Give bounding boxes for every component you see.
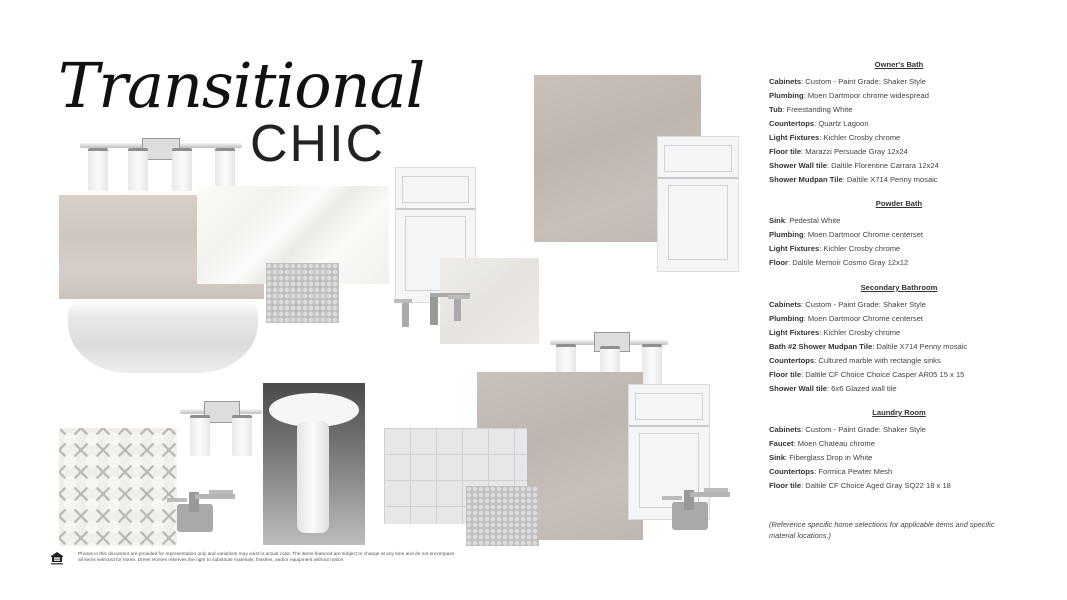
- spec-row: Shower Mudpan Tile: Daltile X714 Penny mosaic: [769, 175, 938, 184]
- spec-row: Floor tile: Marazzi Persuade Gray 12x24: [769, 147, 908, 156]
- section-heading: Owner's Bath: [874, 60, 924, 69]
- spec-row: Floor tile: Daltile CF Choice Choice Casper AR05 15 x 15: [769, 370, 965, 379]
- spec-row: Shower Wall tile: 6x6 Glazed wall tile: [769, 384, 897, 393]
- section-heading: Secondary Bathroom: [860, 283, 938, 292]
- pedestal-sink-image: [263, 383, 365, 545]
- centerset-faucet-image: [660, 482, 735, 534]
- section-heading: Laundry Room: [872, 408, 926, 417]
- freestanding-tub-image: [68, 303, 258, 373]
- powder-bath-specs: [769, 197, 1029, 270]
- laundry-room-specs: [769, 406, 1029, 493]
- spec-row: Tub: Freestanding White: [769, 105, 853, 114]
- owners-bath-specs: [769, 58, 1029, 187]
- spec-row: Shower Wall tile: Daltile Florentine Carrara 12x24: [769, 161, 939, 170]
- spec-row: Plumbing: Moen Dartmoor Chrome centerset: [769, 314, 924, 323]
- vanity-light-2-fixture: [180, 401, 262, 455]
- spec-row: Light Fixtures: Kichler Crosby chrome: [769, 133, 901, 142]
- centerset-faucet-image-2: [165, 484, 240, 536]
- section-heading: Powder Bath: [875, 199, 923, 208]
- disclaimer-text: Photos in this document are provided for representation only and variations may exist in actual color. The items featured are subject to change at any time and do not encompass all items selected for home. Drees Homes reserves the right to substitute materials, finishes, and/or equipment without notice.: [78, 552, 455, 563]
- vanity-light-4-fixture: [80, 138, 242, 190]
- spec-row: Cabinets: Custom - Paint Grade: Shaker Style: [769, 77, 927, 86]
- spec-row: Countertops: Formica Pewter Mesh: [769, 467, 893, 476]
- spec-row: Cabinets: Custom - Paint Grade: Shaker Style: [769, 300, 927, 309]
- spec-row: Light Fixtures: Kichler Crosby chrome: [769, 244, 901, 253]
- spec-row: Countertops: Quartz Lagoon: [769, 119, 869, 128]
- spec-row: Light Fixtures: Kichler Crosby chrome: [769, 328, 901, 337]
- penny-mosaic-swatch: [266, 263, 339, 323]
- widespread-faucet-image: [392, 285, 482, 335]
- spec-row: Cabinets: Custom - Paint Grade: Shaker Style: [769, 425, 927, 434]
- memoir-cosmo-gray-tile-swatch: [59, 428, 177, 546]
- spec-row: Plumbing: Moen Dartmoor Chrome centerset: [769, 230, 924, 239]
- page-subtitle: CHIC: [250, 115, 386, 173]
- shaker-cabinet-door-swatch-2: [657, 136, 739, 272]
- spec-row: Sink: Fiberglass Drop in White: [769, 453, 873, 462]
- spec-row: Floor: Daltile Memoir Cosmo Gray 12x12: [769, 258, 909, 267]
- equal-housing-icon: [50, 551, 64, 565]
- page-title: Transitional: [58, 49, 425, 122]
- spec-row: Sink: Pedestal White: [769, 216, 841, 225]
- reference-note: (Reference specific home selections for applicable items and specific material locations.): [769, 520, 995, 540]
- secondary-bathroom-specs: [769, 281, 1029, 396]
- spec-row: Bath #2 Shower Mudpan Tile: Daltile X714 Penny mosaic: [769, 342, 968, 351]
- spec-row: Plumbing: Moen Dartmoor chrome widespread: [769, 91, 929, 100]
- spec-row: Floor tile: Daltile CF Choice Aged Gray SQ22 18 x 18: [769, 481, 951, 490]
- spec-row: Countertops: Cultured marble with rectangle sinks: [769, 356, 941, 365]
- penny-mosaic-swatch-2: [466, 486, 539, 546]
- spec-row: Faucet: Moen Chateau chrome: [769, 439, 875, 448]
